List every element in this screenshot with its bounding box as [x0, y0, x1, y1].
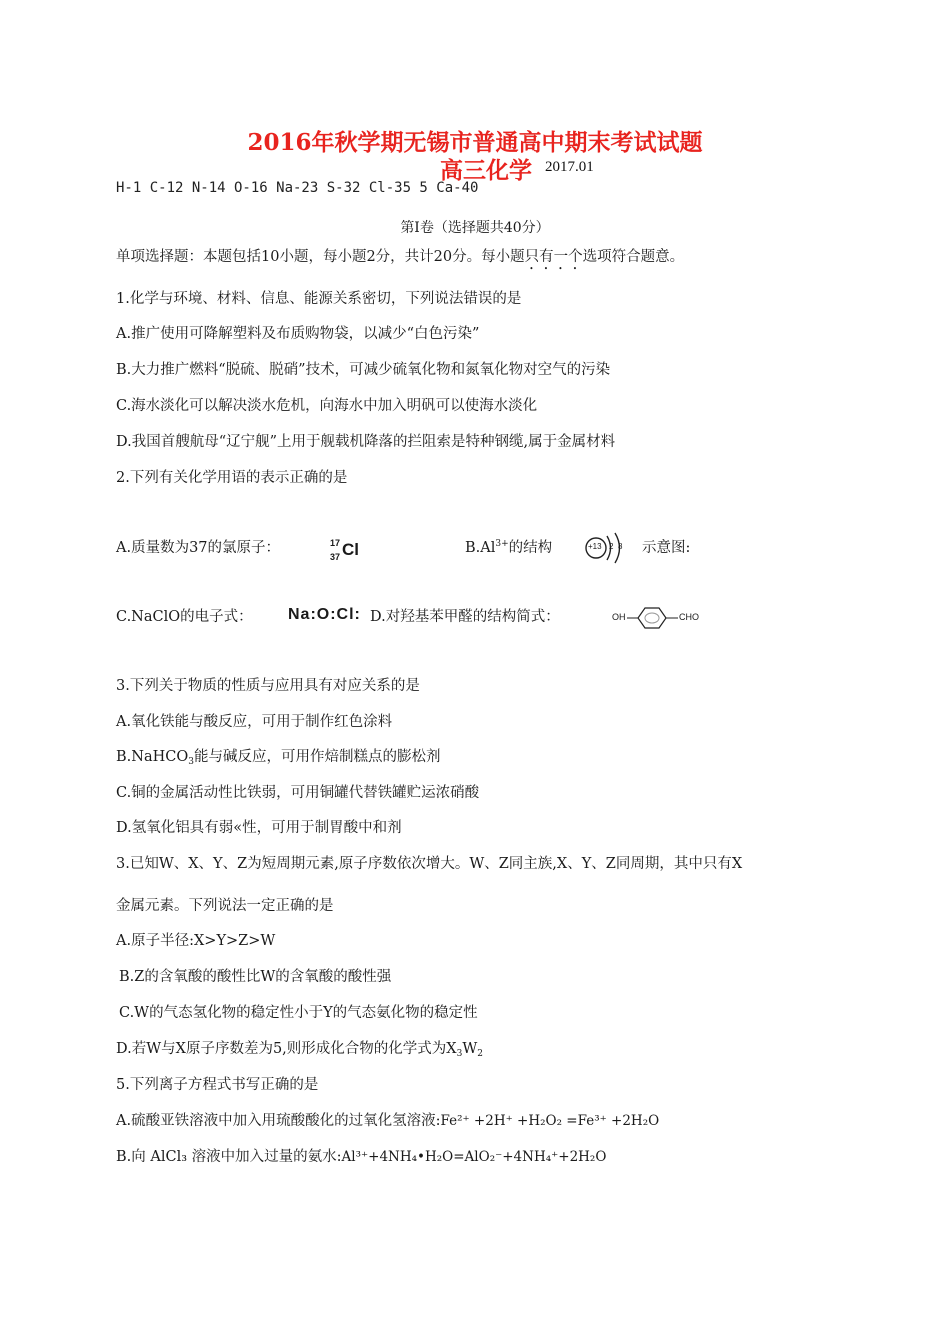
d-mid: W — [462, 1041, 478, 1057]
atomic-masses: H-1 C-12 N-14 O-16 Na-23 S-32 Cl-35 5 Ca-40 — [116, 180, 479, 196]
q3b-stem-line1: 3.已知W、X、Y、Z为短周期元素,原子序数依次增大。W、Z同主族,X、Y、Z同周期，其中只有X — [116, 856, 743, 872]
q3b-option-b: B.Z的含氧酸的酸性比W的含氧酸的酸性强 — [119, 969, 392, 985]
d-pre: D.若W与X原子序数差为5,则形成化合物的化学式为X — [116, 1041, 457, 1057]
hydroxyl-group: OH — [612, 612, 626, 622]
electron-formula: Na:O:Cl: — [288, 606, 361, 623]
q3a-stem: 3.下列关于物质的性质与应用具有对应关系的是 — [116, 678, 420, 694]
instructions-emphasis: 只有一个 — [524, 249, 583, 265]
exam-subtitle: 高三化学 — [440, 157, 532, 184]
q3b-option-d — [116, 1037, 483, 1059]
q2-stem: 2.下列有关化学用语的表示正确的是 — [116, 470, 348, 486]
exam-title: 2016年秋学期无锡市普通高中期末考试试题 — [247, 129, 703, 156]
q2-option-a-formula — [330, 538, 370, 572]
nucleus-charge: +13 — [588, 542, 602, 551]
element-symbol: Cl — [342, 540, 359, 559]
b-text: B.向 AlCl₃ 溶液中加入过量的氨水: — [116, 1149, 342, 1165]
d-sub1: 3 — [456, 1049, 463, 1059]
a-text: A.硫酸亚铁溶液中加入用琉酸酸化的过氧化氢溶液: — [116, 1113, 441, 1129]
q2-option-b-suffix: 示意图: — [642, 540, 691, 556]
section-title: 第Ⅰ卷（选择题共40分） — [400, 220, 550, 236]
mass-number: 17 — [330, 538, 341, 548]
q3a-option-c: C.铜的金属活动性比铁弱，可用铜罐代替铁罐贮运浓硝酸 — [116, 785, 480, 801]
b-label-sup: 3+ — [495, 539, 509, 549]
shell2-electrons: 8 — [618, 542, 623, 551]
structure-formula — [612, 604, 704, 634]
q2-option-a-label: A.质量数为37的氯原子： — [116, 540, 281, 556]
a-equation: Fe²⁺ +2H⁺ +H₂O₂ =Fe³⁺ +2H₂O — [440, 1113, 660, 1129]
q1-option-d: D.我国首艘航母“辽宁舰”上用于舰载机降落的拦阻索是特种钢缆,属于金属材料 — [116, 434, 616, 450]
q2-option-c-label: C.NaClO的电子式： — [116, 609, 253, 625]
q1-option-b: B.大力推广燃料“脱硫、脱硝”技术，可减少硫氧化物和氮氧化物对空气的污染 — [116, 362, 611, 378]
q3b-option-a: A.原子半径:X>Y>Z>W — [116, 933, 276, 949]
q1-stem: 1.化学与环境、材料、信息、能源关系密切，下列说法错误的是 — [116, 291, 522, 307]
q3a-option-d: D.氢氧化铝具有弱«性，可用于制胃酸中和剂 — [116, 820, 402, 836]
q1-option-c: C.海水淡化可以解决淡水危机，向海水中加入明矾可以使海水淡化 — [116, 398, 538, 414]
atomic-number: 37 — [330, 552, 341, 562]
q5-option-a — [116, 1109, 659, 1130]
section-instructions — [116, 245, 684, 273]
instructions-post: 选项符合题意。 — [582, 249, 685, 265]
b-pre: B.NaHCO — [116, 749, 189, 765]
b-label-pre: B.Al — [465, 540, 496, 556]
q2-option-b-label — [465, 536, 552, 557]
q3b-option-c: C.W的气态氢化物的稳定性小于Y的气态氨化物的稳定性 — [119, 1005, 478, 1021]
b-equation: Al³⁺+4NH₄•H₂O=AlO₂⁻+4NH₄⁺+2H₂O — [341, 1149, 607, 1165]
b-label-post: 的结构 — [508, 540, 553, 556]
shell1-electrons: 2 — [609, 542, 614, 551]
instructions-pre: 单项选择题：本题包括10小题，每小题2分，共计20分。每小题 — [116, 249, 525, 265]
q3a-option-a: A.氧化铁能与酸反应，可用于制作红色涂料 — [116, 714, 393, 730]
d-sub2: 2 — [477, 1049, 483, 1059]
exam-date: 2017.01 — [545, 159, 594, 175]
q2-option-d-label: D.对羟基苯甲醛的结构简式： — [370, 609, 560, 625]
q1-option-a: A.推广使用可降解塑料及布质购物袋，以减少“白色污染” — [116, 326, 480, 342]
atomic-structure-diagram — [583, 528, 631, 568]
aldehyde-group: CHO — [679, 612, 699, 622]
q3a-option-b — [116, 745, 440, 767]
b-sub: 3 — [188, 757, 194, 767]
q5-option-b — [116, 1145, 606, 1166]
q5-stem: 5.下列离子方程式书写正确的是 — [116, 1077, 319, 1093]
q3b-stem-line2: 金属元素。下列说法一定正确的是 — [116, 898, 334, 914]
b-post: 能与碱反应，可用作焙制糕点的膨松剂 — [193, 749, 441, 765]
